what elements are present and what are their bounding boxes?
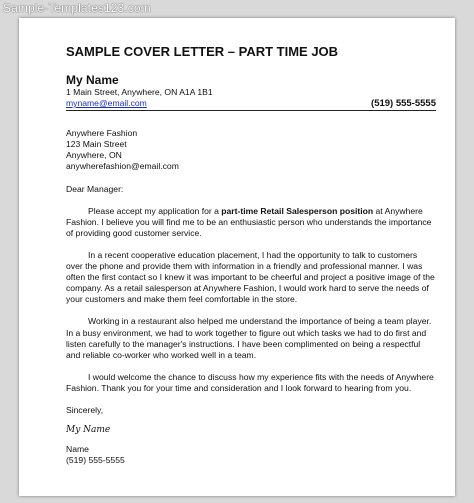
site-watermark: Sample-Templates123.com (3, 1, 151, 15)
closing-phone: (519) 555-5555 (66, 455, 125, 466)
signature: My Name (66, 425, 111, 436)
paragraph-1-end: at Anywhere Fashion. I believe you will find me to be an enthusiastic person who understands the importance of providing good customer service. (66, 205, 432, 238)
sender-contact-row (66, 98, 436, 111)
paragraph-1 (66, 206, 436, 239)
salutation: Dear Manager: (66, 183, 124, 194)
position-title: part-time Retail Salesperson position (221, 205, 374, 216)
closing-block (66, 444, 436, 466)
sender-address: 1 Main Street, Anywhere, ON A1A 1B1 (66, 87, 213, 97)
sender-email-link[interactable]: myname@email.com (66, 98, 147, 109)
sender-phone: (519) 555-5555 (371, 98, 436, 110)
recipient-city: Anywhere, ON (66, 150, 122, 161)
letter-title: SAMPLE COVER LETTER – PART TIME JOB (66, 44, 339, 59)
recipient-block (66, 128, 436, 172)
sender-name: My Name (66, 73, 119, 87)
paragraph-3: Working in a restaurant also helped me understand the importance of being a team player. In a busy environment, we had to work together to figure out which tasks we had to do first and listen carefully to the manager's instructions. I have been complimented on being a respectful and reliable co-worker who worked well in a team. (66, 316, 432, 360)
recipient-street: 123 Main Street (66, 139, 127, 150)
paragraph-2: In a recent cooperative education placement, I had the opportunity to talk to customers over the phone and provide them with information in a friendly and professional manner. I was often the first contact so I knew it was important to be cheerful and project a positive image of the company. As a retail salesperson at Anywhere Fashion, I would work hard to serve the needs of your customers and make them feel comfortable in the store. (66, 249, 435, 305)
recipient-company: Anywhere Fashion (66, 128, 138, 139)
closing-name: Name (66, 444, 89, 455)
sign-off: Sincerely, (66, 404, 104, 415)
paragraph-4: I would welcome the chance to discuss how my experience fits with the needs of Anywhere Fashion. Thank you for your time and consideration and I look forward to hearing from you. (66, 371, 434, 393)
paragraph-1-start: Please accept my application for a (88, 205, 222, 216)
recipient-email: anywherefashion@email.com (66, 161, 179, 172)
letter-page (19, 18, 455, 496)
cover-letter (66, 44, 436, 466)
